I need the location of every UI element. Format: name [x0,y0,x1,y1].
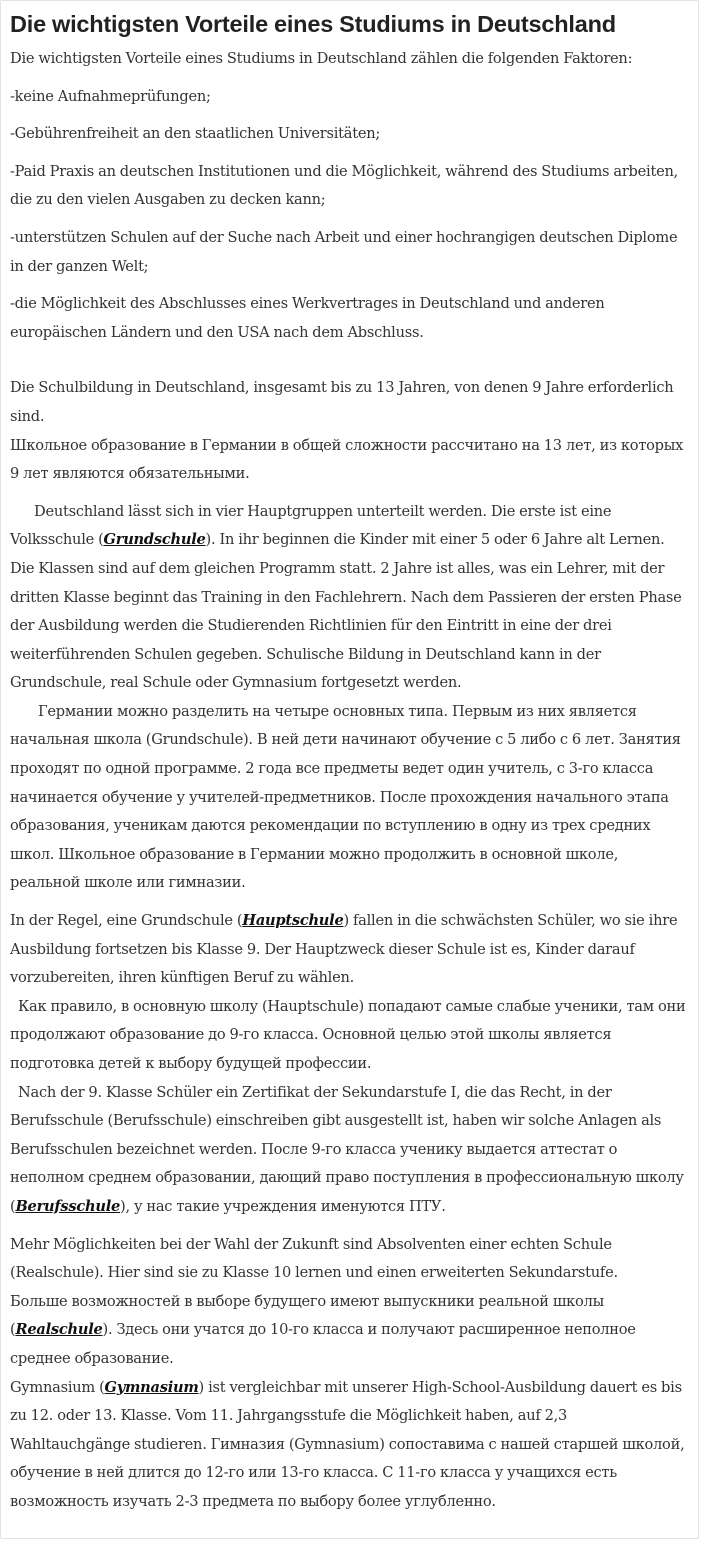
advantage-item: -die Möglichkeit des Abschlusses eines Werkvertrages in Deutschland und anderen europäischen Ländern und den USA nach dem Abschluss. [10,295,605,341]
schooling-paragraph-ru: Школьное образование в Германии в общей сложности рассчитано на 13 лет, из которых 9 лет являются обязательными. [10,436,684,483]
text-segment: ) ist vergleichbar mit unserer High-School-Ausbildung dauert es bis zu 12. oder 13. Klasse. Vom 11. Jahrgangsstufe die Möglichkeit haben, auf 2,3 Wahltauchgänge studieren. Гимназия (Gymnasium) сопоставима с нашей старшей школой, обучение в ней длится до 12-го или 13-го класса. С 11-го класса у учащихся есть возможность изучать 2-3 предмета по выбору более углубленно. [10,1378,685,1510]
advantage-item: -unterstützen Schulen auf der Suche nach Arbeit und einer hochrangigen deutschen Diplome in der ganzen Welt; [10,228,678,275]
realschule-paragraph-ru [10,1288,690,1374]
text-segment: ). In ihr beginnen die Kinder mit einer 5 oder 6 Jahre alt Lernen. Die Klassen sind auf dem gleichen Programm statt. 2 Jahre ist alles, was ein Lehrer, mit der dritten Klasse beginnt das Training in den Fachlehrern. Nach dem Passieren der ersten Phase der Ausbildung werden die Studierenden Richtlinien für den Eintritt in eine der drei weiterführenden Schulen gegeben. Schulische Bildung in Deutschland kann in der Grundschule, real Schule oder Gymnasium fortgesetzt werden. [10,531,682,692]
school-groups-paragraph-ru [10,698,690,898]
text-segment: Германии можно разделить на четыре основных типа. Первым из них является начальная школа (Grundschule). В ней дети начинают обучение с 5 либо с 6 лет. Занятия проходят по одной программе. 2 года все предметы ведет один учитель, с 3-го класса начинается обучение у учителей-предметников. После прохождения начального этапа образования, ученикам даются рекомендации по вступлению в одну из трех средних школ. Школьное образование в Германии можно продолжить в основной школе, реальной школе или гимназии. [10,702,681,892]
text-segment: ), у нас такие учреждения именуются ПТУ. [120,1197,446,1215]
berufsschule-paragraph [10,1079,690,1222]
article-body [1,1,698,1517]
intro-paragraph: Die wichtigsten Vorteile eines Studiums in Deutschland zählen die folgenden Faktoren: [10,50,633,67]
hauptschule-link[interactable]: Hauptschule [242,912,344,930]
text-segment: Как правило, в основную школу (Hauptschule) попадают самые слабые ученики, там они продолжают образование до 9-го класса. Основной целью этой школы является подготовка детей к выбору будущей профессии. [10,997,686,1072]
text-segment: Gymnasium ( [10,1378,105,1396]
realschule-link[interactable]: Realschule [15,1321,103,1339]
hauptschule-paragraph-ru [10,993,690,1079]
berufsschule-link[interactable]: Berufsschule [15,1197,121,1215]
gymnasium-link[interactable]: Gymnasium [104,1378,199,1396]
text-segment: Deutschland lässt sich in vier Hauptgruppen unterteilt werden. Die erste ist eine Volksschule ( [10,502,612,549]
advantage-item: -keine Aufnahmeprüfungen; [10,87,211,105]
text-segment: Больше возможностей в выборе будущего имеют выпускники реальной школы ( [10,1292,604,1339]
grundschule-link[interactable]: Grundschule [103,531,206,549]
article-title: Die wichtigsten Vorteile eines Studiums in Deutschland [10,11,616,37]
hauptschule-paragraph-de [10,907,690,993]
schooling-paragraph-de: Die Schulbildung in Deutschland, insgesamt bis zu 13 Jahren, von denen 9 Jahre erforderlich sind. [10,379,674,425]
text-segment: Nach der 9. Klasse Schüler ein Zertifikat der Sekundarstufe I, die das Recht, in der Berufsschule (Berufsschule) einschreiben gibt ausgestellt ist, haben wir solche Anlagen als Berufsschulen bezeichnet werden. После 9-го класса ученику выдается аттестат о неполном среднем образовании, дающий право поступления в профессиональную школу ( [10,1083,684,1215]
text-segment: In der Regel, eine Grundschule ( [10,912,243,930]
realschule-paragraph-de: Mehr Möglichkeiten bei der Wahl der Zukunft sind Absolventen einer echten Schule (Realschule). Hier sind sie zu Klasse 10 lernen und einen erweiterten Sekundarstufe. [10,1235,618,1282]
school-groups-paragraph-de [10,498,690,698]
advantage-item: -Paid Praxis an deutschen Institutionen und die Möglichkeit, während des Studiums arbeiten, die zu den vielen Ausgaben zu decken kann; [10,162,678,209]
text-segment: ) fallen in die schwächsten Schüler, wo sie ihre Ausbildung fortsetzen bis Klasse 9. Der Hauptzweck dieser Schule ist es, Kinder darauf vorzubereiten, ihren künftigen Beruf zu wählen. [10,912,678,987]
advantage-item: -Gebührenfreiheit an den staatlichen Universitäten; [10,125,381,143]
gymnasium-paragraph [10,1374,690,1517]
text-segment: ). Здесь они учатся до 10-го класса и получают расширенное неполное среднее образование. [10,1321,636,1367]
